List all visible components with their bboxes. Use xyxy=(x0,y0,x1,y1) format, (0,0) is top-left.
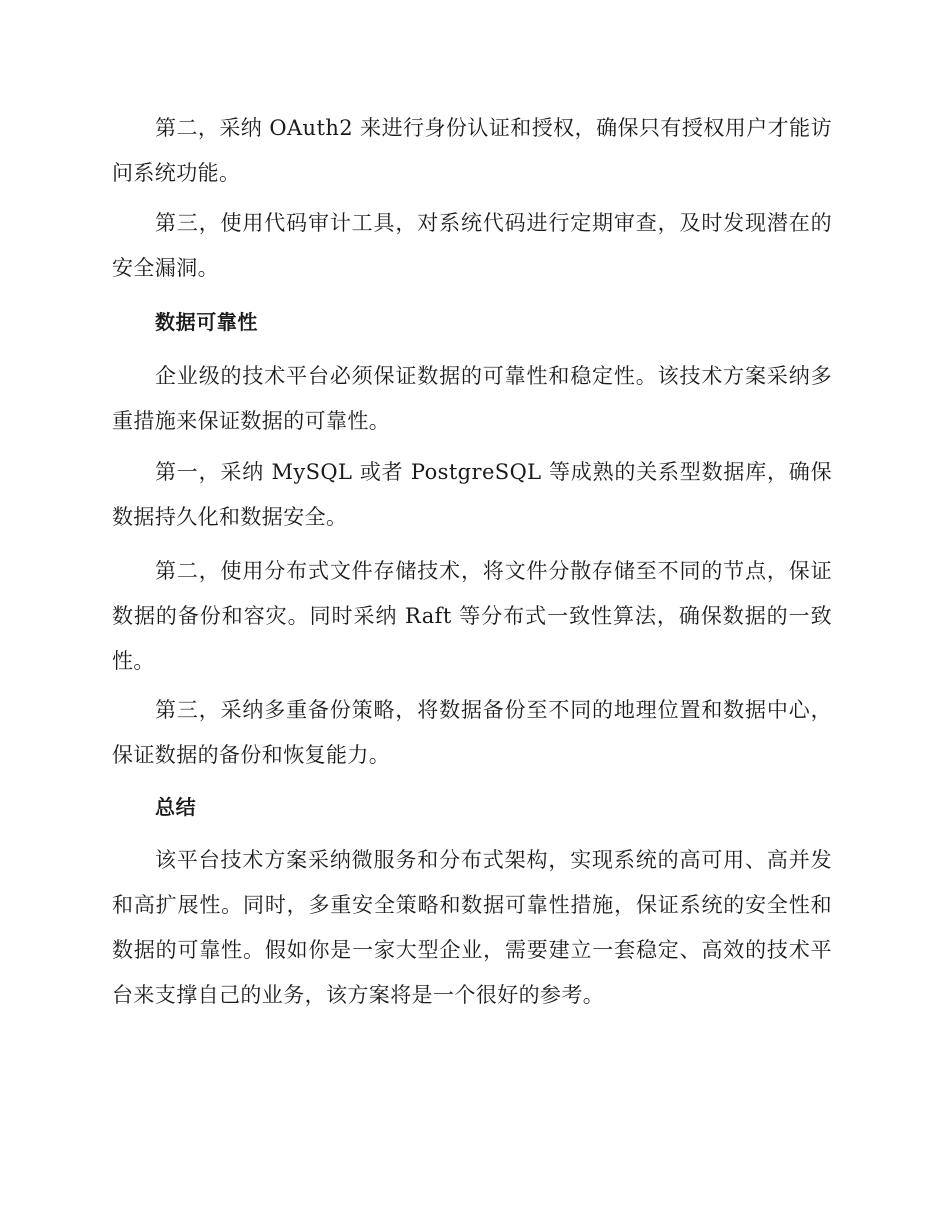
paragraph-relational-database: 第一，采纳 MySQL 或者 PostgreSQL 等成熟的关系型数据库，确保数据持久化和数据安全。 xyxy=(112,460,832,529)
paragraph-backup-strategy: 第三，采纳多重备份策略，将数据备份至不同的地理位置和数据中心，保证数据的备份和恢复能力。 xyxy=(112,698,832,767)
paragraph-summary: 该平台技术方案采纳微服务和分布式架构，实现系统的高可用、高并发和高扩展性。同时，多重安全策略和数据可靠性措施，保证系统的安全性和数据的可靠性。假如你是一家大型企业，需要建立一套稳定、高效的技术平台来支撑自己的业务，该方案将是一个很好的参考。 xyxy=(112,848,832,1007)
paragraph-oauth2-auth: 第二，采纳 OAuth2 来进行身份认证和授权，确保只有授权用户才能访问系统功能。 xyxy=(112,116,832,185)
section-heading-summary: 总结 xyxy=(155,795,197,819)
paragraph-data-reliability-intro: 企业级的技术平台必须保证数据的可靠性和稳定性。该技术方案采纳多重措施来保证数据的可靠性。 xyxy=(112,364,832,433)
section-heading-data-reliability: 数据可靠性 xyxy=(155,310,258,334)
paragraph-distributed-storage: 第二，使用分布式文件存储技术，将文件分散存储至不同的节点，保证数据的备份和容灾。同时采纳 Raft 等分布式一致性算法，确保数据的一致性。 xyxy=(112,559,832,673)
paragraph-code-audit: 第三，使用代码审计工具，对系统代码进行定期审查，及时发现潜在的安全漏洞。 xyxy=(112,211,832,280)
